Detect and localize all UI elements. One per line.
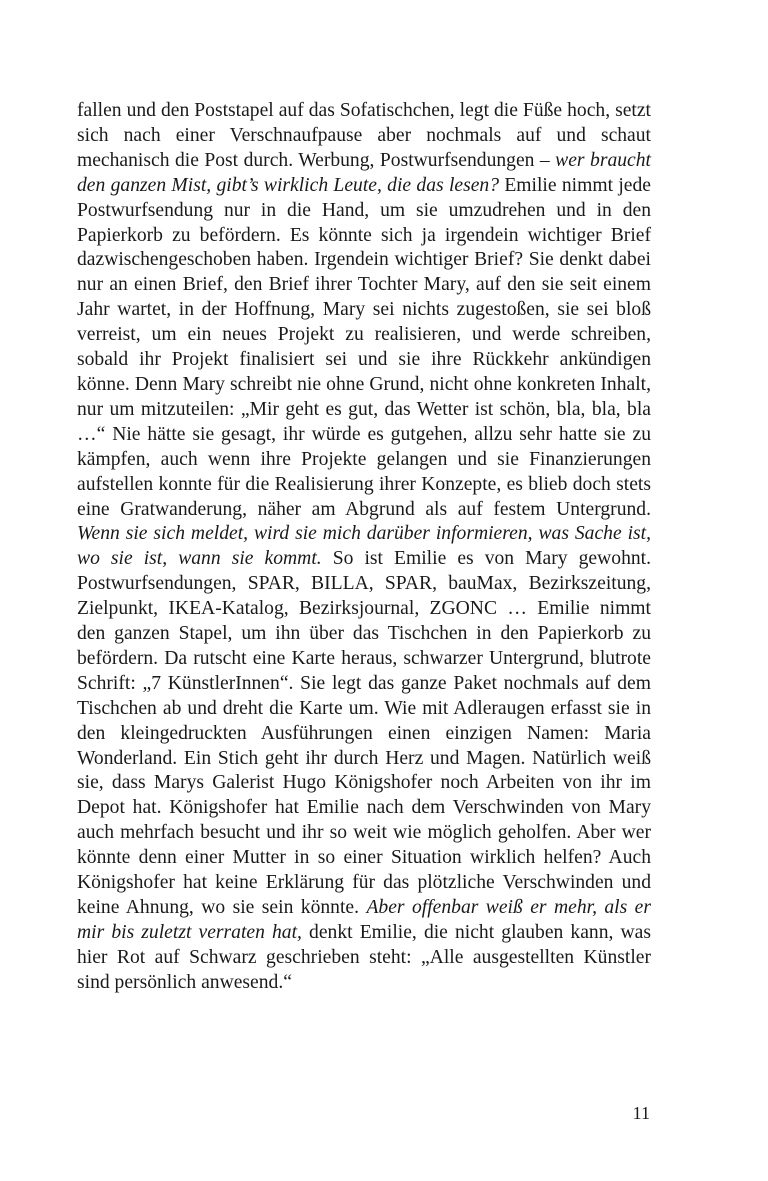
- italic-thought: wer braucht den ganzen Mist, gibt’s wirklich Leute, die das lesen?: [77, 149, 651, 196]
- italic-thought: Aber offenbar weiß er mehr, als er mir bis zuletzt verraten hat,: [77, 897, 652, 943]
- body-paragraph: [77, 99, 651, 996]
- text-run: denkt Emilie, die nicht glauben kann, was hier Rot auf Schwarz geschrieben steht: „Alle ausgestellten Künstler sind persönlich anwesend.“: [77, 921, 651, 993]
- page-number: 11: [632, 1103, 650, 1123]
- text-run: Emilie nimmt jede Postwurfsendung nur in die Hand, um sie umzudrehen und in den Papierkorb zu befördern. Es könnte sich ja irgendein wichtiger Brief dazwischengeschoben haben. Irgendein wichtiger Brief? Sie denkt dabei nur an einen Brief, den Brief ihrer Tochter Mary, auf den sie seit einem Jahr wartet, in der Hoffnung, Mary sei nichts zugestoßen, sie sei bloß verreist, um ein neues Projekt zu realisieren, und werde schreiben, sobald ihr Projekt finalisiert sei und sie ihre Rückkehr ankündigen könne. Denn Mary schreibt nie ohne Grund, nicht ohne konkreten Inhalt, nur um mitzuteilen: „Mir geht es gut, das Wetter ist schön, bla, bla, bla …“ Nie hätte sie gesagt, ihr würde es gutgehen, allzu sehr hatte sie zu kämpfen, auch wenn ihre Projekte gelangen und sie Finanzierungen aufstellen konnte für die Realisierung ihrer Konzepte, es blieb doch stets eine Gratwanderung, näher am Abgrund als auf festem Untergrund.: [77, 174, 651, 520]
- text-run: So ist Emilie es von Mary gewohnt. Postwurfsendungen, SPAR, BILLA, SPAR, bauMax, Bezirkszeitung, Zielpunkt, IKEA-Katalog, Bezirksjournal, ZGONC … Emilie nimmt den ganzen Stapel, um ihn über das Tischchen in den Papierkorb zu befördern. Da rutscht eine Karte heraus, schwarzer Untergrund, blutrote Schrift: „7 KünstlerInnen“. Sie legt das ganze Paket nochmals auf dem Tischchen ab und dreht die Karte um. Wie mit Adleraugen erfasst sie in den kleingedruckten Ausführungen einen einzigen Namen: Maria Wonderland. Ein Stich geht ihr durch Herz und Magen. Natürlich weiß sie, dass Marys Galerist Hugo Königshofer noch Arbeiten von ihr im Depot hat. Königshofer hat Emilie nach dem Verschwinden von Mary auch mehrfach besucht und ihr so weit wie möglich geholfen. Aber wer könnte denn einer Mutter in so einer Situation wirklich helfen? Auch Königshofer hat keine Erklärung für das plötzliche Verschwinden und keine Ahnung, wo sie sein könnte.: [77, 548, 652, 918]
- italic-thought: Wenn sie sich meldet, wird sie mich darüber informieren, was Sache ist, wo sie ist, wann sie kommt.: [77, 523, 651, 570]
- text-run: fallen und den Poststapel auf das Sofatischchen, legt die Füße hoch, setzt sich nach einer Verschnaufpause aber nochmals auf und schaut mechanisch die Post durch. Werbung, Postwurfsendungen –: [77, 100, 651, 171]
